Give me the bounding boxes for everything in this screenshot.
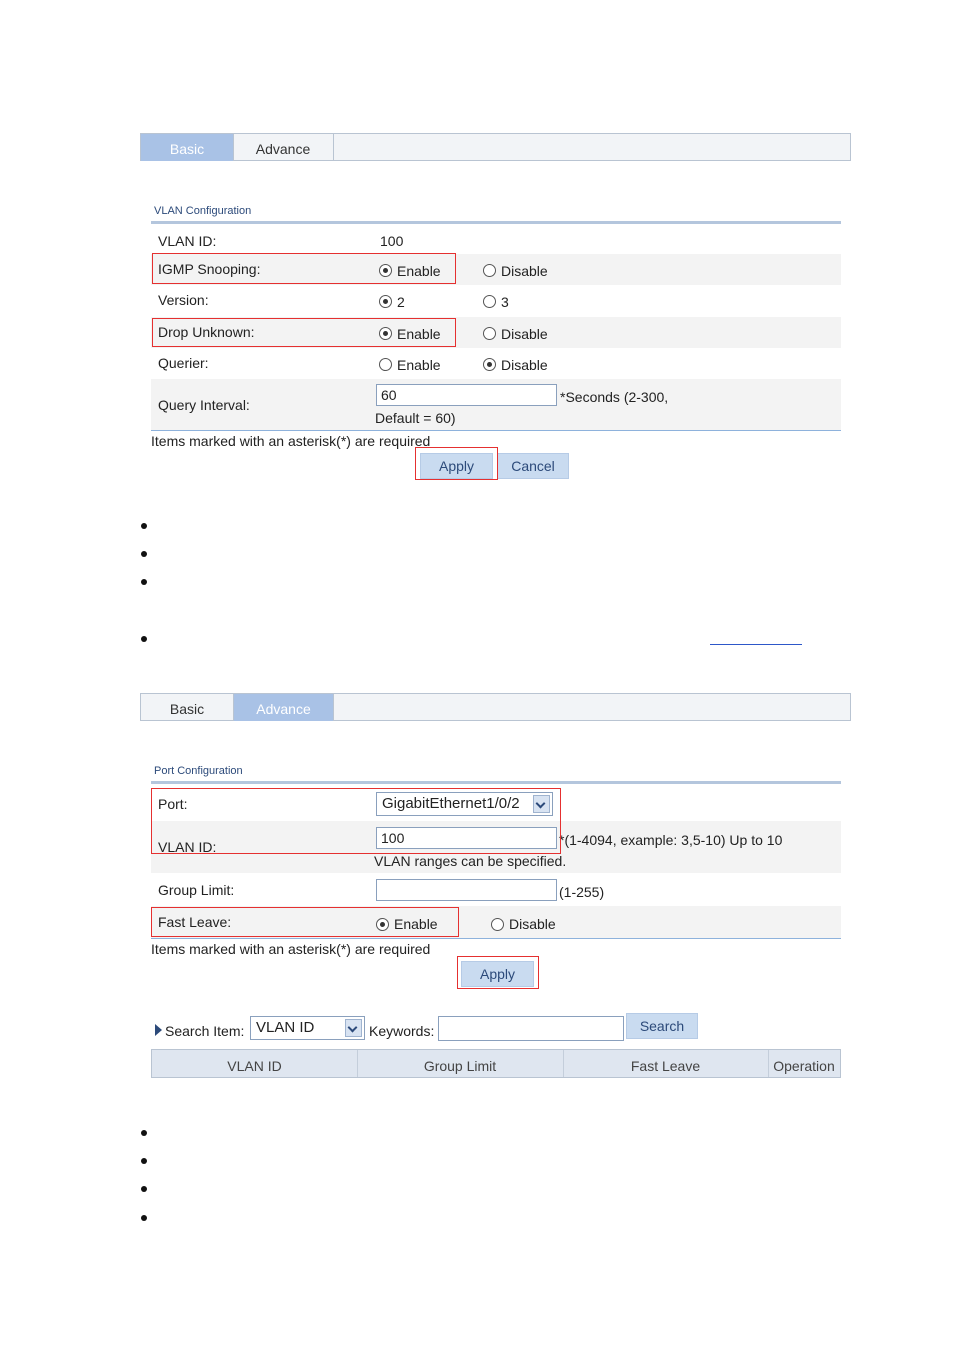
version-2-label: 2 — [397, 294, 405, 310]
bullet-3 — [141, 579, 147, 585]
fast-leave-disable-radio[interactable] — [491, 918, 504, 931]
search-item-label: Search Item: — [165, 1023, 245, 1039]
igmp-snooping-label: IGMP Snooping: — [158, 261, 261, 277]
query-interval-hint: *Seconds (2-300, — [560, 389, 669, 405]
query-interval-input[interactable]: 60 — [376, 384, 557, 406]
vlan-id-hint-2: VLAN ranges can be specified. — [374, 853, 567, 869]
port-select-value: GigabitEthernet1/0/2 — [382, 795, 520, 812]
group-limit-label: Group Limit: — [158, 882, 235, 898]
querier-disable-label: Disable — [501, 357, 548, 373]
querier-enable-radio[interactable] — [379, 358, 392, 371]
highlight-fast-leave — [151, 907, 459, 937]
column-header-vlan-id[interactable]: VLAN ID — [152, 1050, 358, 1077]
tab-advance[interactable]: Advance — [234, 694, 334, 721]
required-note: Items marked with an asterisk(*) are required — [151, 433, 431, 449]
tab-bar-basic — [140, 133, 851, 161]
highlight-drop-unknown — [152, 318, 456, 347]
igmp-enable-label: Enable — [397, 263, 441, 279]
version-3-radio[interactable] — [483, 295, 496, 308]
drop-unknown-label: Drop Unknown: — [158, 324, 255, 340]
vlan-id-input[interactable]: 100 — [376, 827, 557, 849]
drop-disable-label: Disable — [501, 326, 548, 342]
igmp-disable-radio[interactable] — [483, 264, 496, 277]
table-header — [151, 1049, 841, 1078]
required-note: Items marked with an asterisk(*) are required — [151, 941, 431, 957]
keywords-label: Keywords: — [369, 1023, 435, 1039]
drop-disable-radio[interactable] — [483, 327, 496, 340]
bullet-6 — [141, 1158, 147, 1164]
form-bottom-line — [151, 938, 841, 939]
tab-advance[interactable]: Advance — [233, 134, 334, 161]
underlined-link[interactable] — [710, 644, 802, 645]
drop-enable-label: Enable — [397, 326, 441, 342]
fast-leave-enable-label: Enable — [394, 916, 438, 932]
tab-basic[interactable]: Basic — [141, 134, 234, 161]
fast-leave-label: Fast Leave: — [158, 914, 232, 930]
tab-basic[interactable]: Basic — [141, 694, 234, 721]
query-interval-label: Query Interval: — [158, 397, 250, 413]
version-label: Version: — [158, 292, 209, 308]
tab-bar-advance — [140, 693, 851, 721]
vlan-id-hint: *(1-4094, example: 3,5-10) Up to 10 — [559, 832, 783, 848]
bullet-7 — [141, 1186, 147, 1192]
triangle-right-icon — [155, 1024, 162, 1036]
bullet-2 — [141, 551, 147, 557]
column-header-group-limit[interactable]: Group Limit — [357, 1050, 564, 1077]
column-header-fast-leave[interactable]: Fast Leave — [563, 1050, 769, 1077]
highlight-apply — [415, 447, 498, 480]
apply-button[interactable]: Apply — [420, 453, 493, 479]
highlight-igmp — [152, 253, 456, 284]
column-header-operation[interactable]: Operation — [773, 1058, 835, 1074]
section-title: Port Configuration — [154, 765, 243, 777]
bullet-8 — [141, 1215, 147, 1221]
highlight-port-vlan — [151, 788, 561, 854]
search-item-select[interactable] — [250, 1016, 365, 1040]
section-title: VLAN Configuration — [154, 205, 252, 217]
bullet-5 — [141, 1130, 147, 1136]
group-limit-input[interactable] — [376, 879, 557, 901]
keywords-input[interactable] — [438, 1016, 624, 1041]
section-divider — [151, 781, 841, 784]
port-label: Port: — [158, 796, 188, 812]
vlan-id-label: VLAN ID: — [158, 839, 217, 855]
querier-label: Querier: — [158, 355, 209, 371]
bullet-1 — [141, 523, 147, 529]
fast-leave-disable-label: Disable — [509, 916, 556, 932]
search-button[interactable]: Search — [626, 1013, 698, 1039]
version-3-label: 3 — [501, 294, 509, 310]
igmp-disable-label: Disable — [501, 263, 548, 279]
chevron-down-icon[interactable] — [345, 1019, 362, 1037]
vlan-id-label: VLAN ID: — [158, 233, 217, 249]
vlan-id-value: 100 — [380, 233, 404, 249]
querier-disable-radio[interactable] — [483, 358, 496, 371]
version-2-radio[interactable] — [379, 295, 392, 308]
search-item-value: VLAN ID — [256, 1019, 315, 1036]
form-bottom-line — [151, 430, 841, 431]
querier-enable-label: Enable — [397, 357, 441, 373]
group-limit-hint: (1-255) — [559, 884, 605, 900]
highlight-apply — [457, 956, 539, 989]
query-interval-default: Default = 60) — [375, 410, 456, 426]
section-divider — [151, 221, 841, 224]
cancel-button[interactable]: Cancel — [497, 453, 569, 479]
apply-button[interactable]: Apply — [461, 961, 534, 987]
bullet-4 — [141, 636, 147, 642]
